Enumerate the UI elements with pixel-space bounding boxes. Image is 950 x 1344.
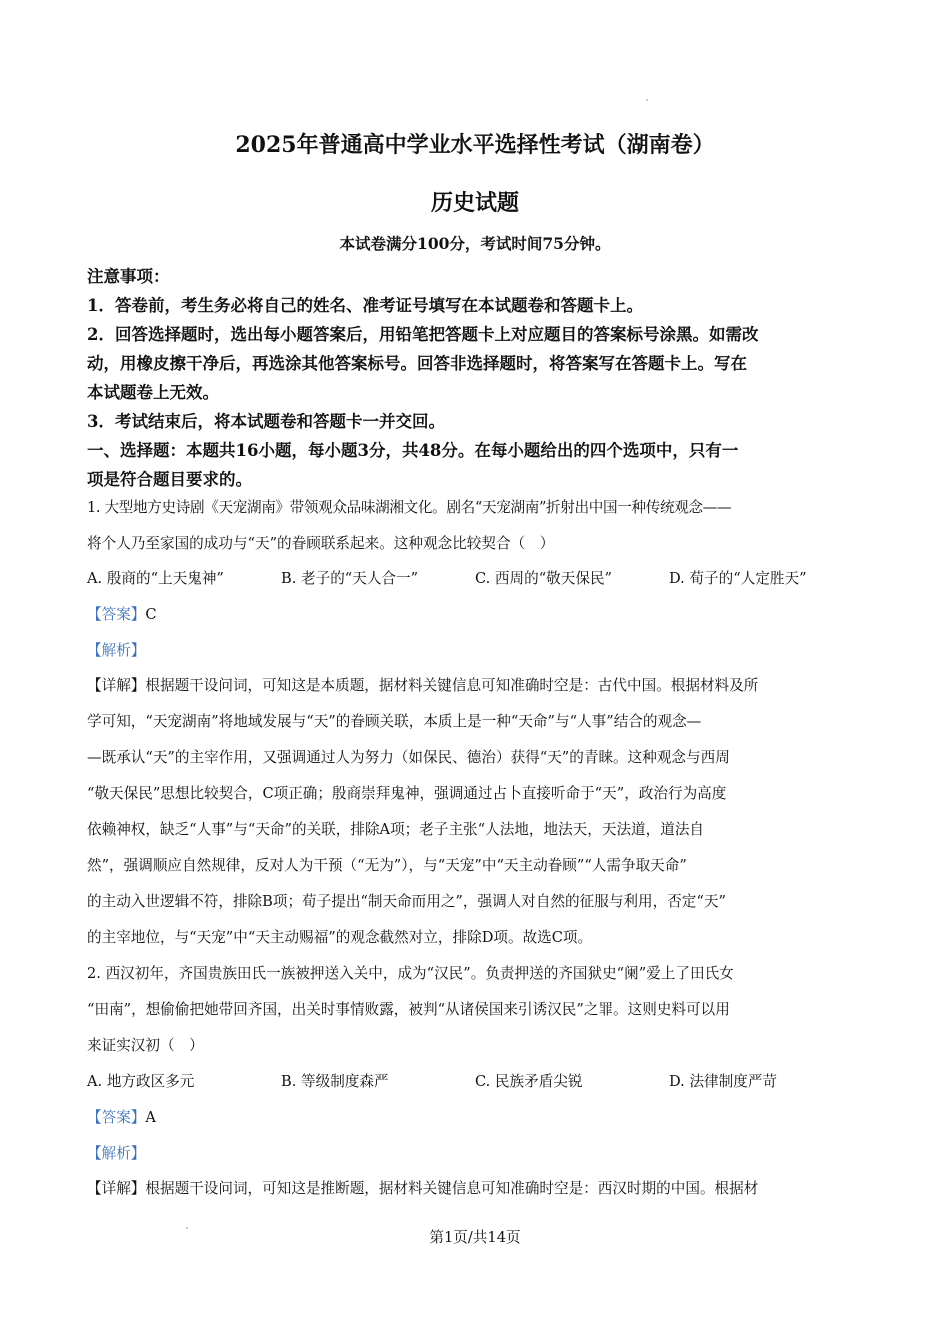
question-2-stem: 2. 西汉初年，齐国贵族田氏一族被押送入关中，成为“汉民”。负责押送的齐国狱史“阑”爱上了田氏女: [87, 965, 734, 982]
q1-detail-line: —既承认“天”的主宰作用，又强调通过人为努力（如保民、德治）获得“天”的青睐。这种观念与西周: [87, 749, 730, 766]
q1-detail-text: 根据题干设问词，可知这是本质题，据材料关键信息可知准确时空是：古代中国。根据材料及所: [145, 677, 759, 694]
q2-option-a: A. 地方政区多元: [87, 1073, 195, 1090]
question-2-stem: 来证实汉初（ ）: [87, 1037, 204, 1054]
q2-option-c: C. 民族矛盾尖锐: [475, 1073, 583, 1090]
detail-tag: 【详解】: [87, 1180, 146, 1197]
subject-title: 历史试题: [430, 190, 519, 216]
q1-option-c: C. 西周的“敬天保民”: [475, 570, 613, 587]
detail-tag: 【详解】: [87, 677, 146, 694]
question-1-stem: 1. 大型地方史诗剧《天宠湖南》带领观众品味湖湘文化。剧名“天宠湖南”折射出中国一种传统观念——: [87, 499, 732, 516]
q1-option-d: D. 荀子的“人定胜天”: [669, 570, 807, 587]
answer-tag: 【答案】: [87, 1109, 146, 1126]
section-heading: 项是符合题目要求的。: [87, 470, 252, 489]
exam-title: 2025年普通高中学业水平选择性考试（湖南卷）: [235, 132, 715, 158]
q2-answer-line: [87, 1106, 156, 1127]
q2-option-d: D. 法律制度严苛: [669, 1073, 778, 1090]
q1-detail-line: 学可知，“天宠湖南”将地域发展与“天”的眷顾关联，本质上是一种“天命”与“人事”结合的观念—: [87, 713, 702, 730]
q2-option-b: B. 等级制度森严: [281, 1073, 389, 1090]
note-line: 动，用橡皮擦干净后，再选涂其他答案标号。回答非选择题时，将答案写在答题卡上。写在: [87, 354, 747, 373]
q2-analysis-tag: 【解析】: [87, 1145, 146, 1162]
note-line: 本试题卷上无效。: [87, 383, 219, 402]
q2-answer: A: [145, 1109, 156, 1126]
q1-detail-line: “敬天保民”思想比较契合，C项正确；殷商崇拜鬼神，强调通过占卜直接听命于“天”，政治行为高度: [87, 785, 727, 802]
answer-tag: 【答案】: [87, 606, 146, 623]
note-line: 2．回答选择题时，选出每小题答案后，用铅笔把答题卡上对应题目的答案标号涂黑。如需改: [87, 325, 759, 344]
q1-answer-line: [87, 603, 157, 624]
q2-detail-text: 根据题干设问词，可知这是推断题，据材料关键信息可知准确时空是：西汉时期的中国。根据材: [145, 1180, 759, 1197]
q1-detail-line: 的主动入世逻辑不符，排除B项；荀子提出“制天命而用之”，强调人对自然的征服与利用，否定“天”: [87, 893, 726, 910]
q1-option-b: B. 老子的“天人合一”: [281, 570, 419, 587]
page-footer: 第1页/共14页: [429, 1229, 521, 1246]
question-1-stem: 将个人乃至家国的成功与“天”的眷顾联系起来。这种观念比较契合（ ）: [87, 535, 555, 552]
section-heading: 一、选择题：本题共16小题，每小题3分，共48分。在每小题给出的四个选项中，只有一: [87, 441, 739, 460]
q1-analysis-tag: 【解析】: [87, 642, 146, 659]
q1-detail-line: 然”，强调顺应自然规律，反对人为干预（“无为”），与“天宠”中“天主动眷顾”“人需争取天命”: [87, 857, 687, 874]
q1-answer: C: [145, 606, 157, 623]
exam-info: 本试卷满分100分，考试时间75分钟。: [339, 234, 611, 253]
question-2-stem: “田南”，想偷偷把她带回齐国，出关时事情败露，被判“从诸侯国来引诱汉民”之罪。这则史料可以用: [87, 1001, 730, 1018]
q1-option-a: A. 殷商的“上天鬼神”: [87, 570, 224, 587]
note-line: 1．答卷前，考生务必将自己的姓名、准考证号填写在本试题卷和答题卡上。: [87, 296, 643, 315]
q1-detail-line: [87, 674, 758, 695]
speck-mark: [646, 99, 648, 101]
q1-detail-line: 依赖神权，缺乏“人事”与“天命”的关联，排除A项；老子主张“人法地，地法天，天法道，道法自: [87, 821, 705, 838]
note-line: 3．考试结束后，将本试题卷和答题卡一并交回。: [87, 412, 445, 431]
q2-detail-line: [87, 1177, 758, 1198]
notes-heading: 注意事项：: [87, 267, 170, 286]
q1-detail-line: 的主宰地位，与“天宠”中“天主动赐福”的观念截然对立，排除D项。故选C项。: [87, 929, 593, 946]
